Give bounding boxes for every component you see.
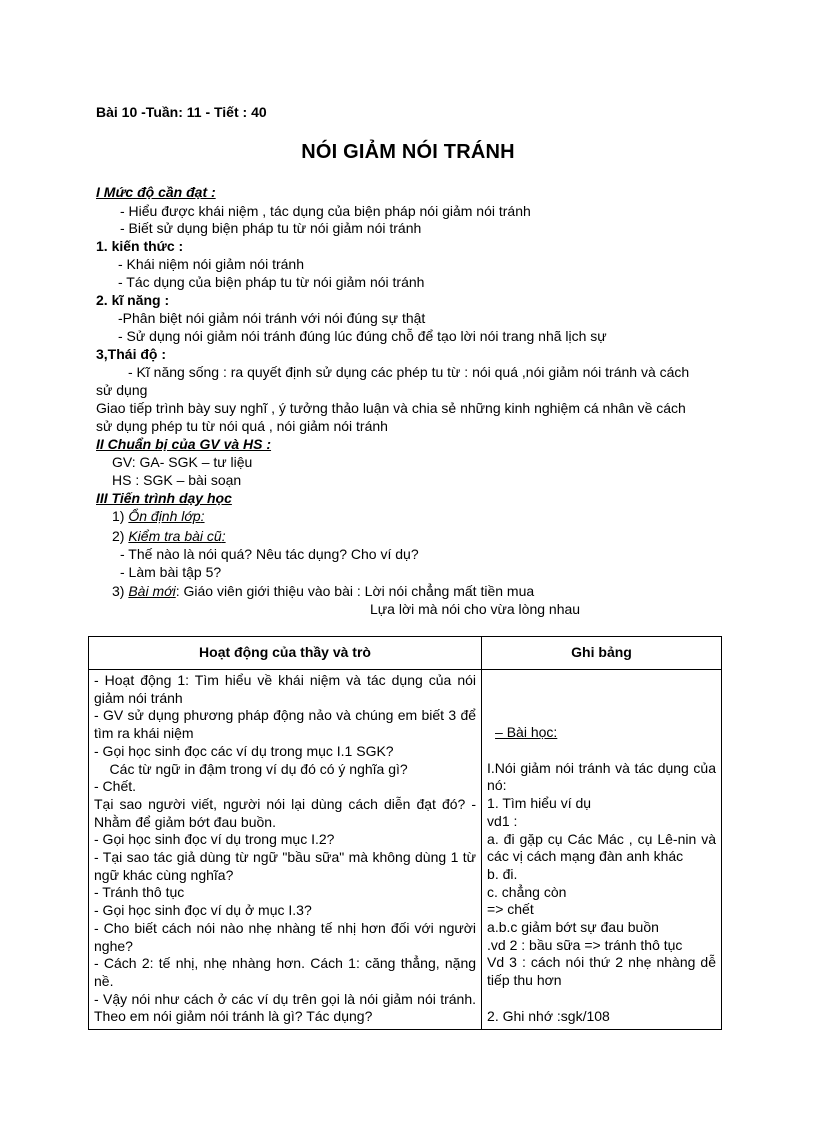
board-line: I.Nói giảm nói tránh và tác dụng của nó: bbox=[487, 759, 716, 794]
step-2-number: 2) bbox=[112, 528, 125, 544]
activity-line: Các từ ngữ in đậm trong ví dụ đó có ý nghĩa gì? bbox=[94, 760, 408, 777]
step-3-line-2: Lựa lời mà nói cho vừa lòng nhau bbox=[370, 601, 581, 617]
board-line: a. đi gặp cụ Các Mác , cụ Lê-nin và các vị cách mạng đàn anh khác bbox=[487, 830, 716, 865]
activity-line: - Gọi học sinh đọc ví dụ ở mục I.3? bbox=[94, 902, 312, 919]
board-line: Vd 3 : cách nói thứ 2 nhẹ nhàng dễ tiếp thu hơn bbox=[487, 954, 716, 989]
activity-line: - Cách 2: tế nhị, nhẹ nhàng hơn. Cách 1: căng thẳng, nặng nề. bbox=[94, 955, 477, 989]
activity-line: - Gọi học sinh đọc các ví dụ trong mục I.1 SGK? bbox=[94, 742, 394, 759]
objective-item-2: - Biết sử dụng biện pháp tu từ nói giảm nói tránh bbox=[120, 220, 422, 236]
board-line: c. chẳng còn bbox=[487, 883, 567, 900]
activity-line: - Vậy nói như cách ở các ví dụ trên gọi là nói giảm nói tránh. Theo em nói giảm nói tránh là gì? Tác dụng? bbox=[94, 990, 477, 1025]
attitude-heading: 3,Thái độ : bbox=[96, 346, 166, 362]
step-1-label: Ổn định lớp bbox=[128, 508, 201, 524]
section2-heading: II Chuẩn bị của GV và HS : bbox=[96, 436, 272, 452]
step-1-number: 1) bbox=[112, 508, 125, 524]
lesson-table bbox=[88, 636, 722, 1030]
step-3-text: : Giáo viên giới thiệu vào bài : Lời nói chẳng mất tiền mua bbox=[175, 583, 535, 599]
table-header-activities: Hoạt động của thầy và trò bbox=[89, 637, 482, 670]
activity-line: - Tránh thô tục bbox=[94, 884, 185, 901]
board-cell bbox=[482, 670, 722, 1030]
step-1 bbox=[112, 508, 205, 525]
section3-heading: III Tiến trình dạy học bbox=[96, 490, 232, 506]
knowledge-item-2: - Tác dụng của biện pháp tu từ nói giảm nói tránh bbox=[118, 274, 425, 290]
board-line: 1. Tìm hiểu ví dụ bbox=[487, 795, 592, 812]
step-3 bbox=[112, 583, 534, 600]
lesson-info: Bài 10 -Tuần: 11 - Tiết : 40 bbox=[96, 104, 267, 120]
knowledge-heading: 1. kiến thức : bbox=[96, 238, 184, 254]
step-2-suffix: : bbox=[221, 528, 226, 544]
objective-item-1: - Hiểu được khái niệm , tác dụng của biện pháp nói giảm nói tránh bbox=[120, 203, 531, 219]
activity-line: - Cho biết cách nói nào nhẹ nhàng tế nhị hơn đối với người nghe? bbox=[94, 919, 477, 954]
activity-line: - Tại sao tác giả dùng từ ngữ "bầu sữa" mà không dùng 1 từ ngữ khác cùng nghĩa? bbox=[94, 849, 477, 883]
activity-line: - Gọi học sinh đọc ví dụ trong mục I.2? bbox=[94, 831, 335, 848]
skills-heading: 2. kĩ năng : bbox=[96, 292, 170, 308]
attitude-line-1: - Kĩ năng sống : ra quyết định sử dụng các phép tu từ : nói quá ,nói giảm nói tránh và cách bbox=[128, 364, 690, 380]
hs-prep: HS : SGK – bài soạn bbox=[112, 472, 242, 488]
board-line: vd1 : bbox=[487, 812, 518, 829]
gv-prep: GV: GA- SGK – tư liệu bbox=[112, 454, 253, 470]
board-line: a.b.c giảm bớt sự đau buồn bbox=[487, 919, 659, 936]
attitude-line-2: sử dụng bbox=[96, 382, 148, 398]
table-header-board: Ghi bảng bbox=[482, 637, 722, 670]
page-title: NÓI GIẢM NÓI TRÁNH bbox=[301, 141, 515, 163]
activity-line: - Hoạt động 1: Tìm hiểu về khái niệm và tác dụng của nói giảm nói tránh bbox=[94, 672, 477, 706]
activities-cell bbox=[89, 670, 482, 1030]
lesson-label bbox=[487, 724, 716, 742]
board-line: b. đi. bbox=[487, 865, 518, 882]
table-row bbox=[89, 670, 722, 1030]
skills-item-2: - Sử dụng nói giảm nói tránh đúng lúc đúng chỗ để tạo lời nói trang nhã lịch sự bbox=[118, 328, 607, 344]
activity-line: Tại sao người viết, người nói lại dùng cách diễn đạt đó? - Nhằm để giảm bớt đau buồn. bbox=[94, 795, 477, 830]
activity-line: - Chết. bbox=[94, 778, 137, 795]
lesson-label-text: – Bài học: bbox=[495, 724, 558, 740]
board-line: => chết bbox=[487, 901, 534, 918]
review-question-2: - Làm bài tập 5? bbox=[120, 564, 222, 580]
skills-item-1: -Phân biệt nói giảm nói tránh với nói đúng sự thật bbox=[118, 310, 426, 326]
step-1-suffix: : bbox=[200, 508, 205, 524]
attitude-line-4: sử dụng phép tu từ nói quá , nói giảm nói tránh bbox=[96, 418, 388, 434]
memo-line: 2. Ghi nhớ :sgk/108 bbox=[487, 1007, 610, 1024]
section1-heading: I Mức độ cần đạt : bbox=[96, 184, 216, 200]
step-2-label: Kiểm tra bài cũ bbox=[128, 528, 222, 544]
knowledge-item-1: - Khái niệm nói giảm nói tránh bbox=[118, 256, 304, 272]
step-3-label: Bài mới bbox=[128, 583, 176, 599]
board-line: .vd 2 : bầu sữa => tránh thô tục bbox=[487, 936, 683, 953]
step-2 bbox=[112, 528, 226, 545]
attitude-line-3: Giao tiếp trình bày suy nghĩ , ý tưởng thảo luận và chia sẻ những kinh nghiệm cá nhân về cách bbox=[96, 400, 686, 416]
table-header-row bbox=[89, 637, 722, 670]
step-3-number: 3) bbox=[112, 583, 125, 599]
review-question-1: - Thế nào là nói quá? Nêu tác dụng? Cho ví dụ? bbox=[120, 546, 419, 562]
activity-line: - GV sử dụng phương pháp động nảo và chúng em biết 3 để tìm ra khái niệm bbox=[94, 707, 477, 742]
